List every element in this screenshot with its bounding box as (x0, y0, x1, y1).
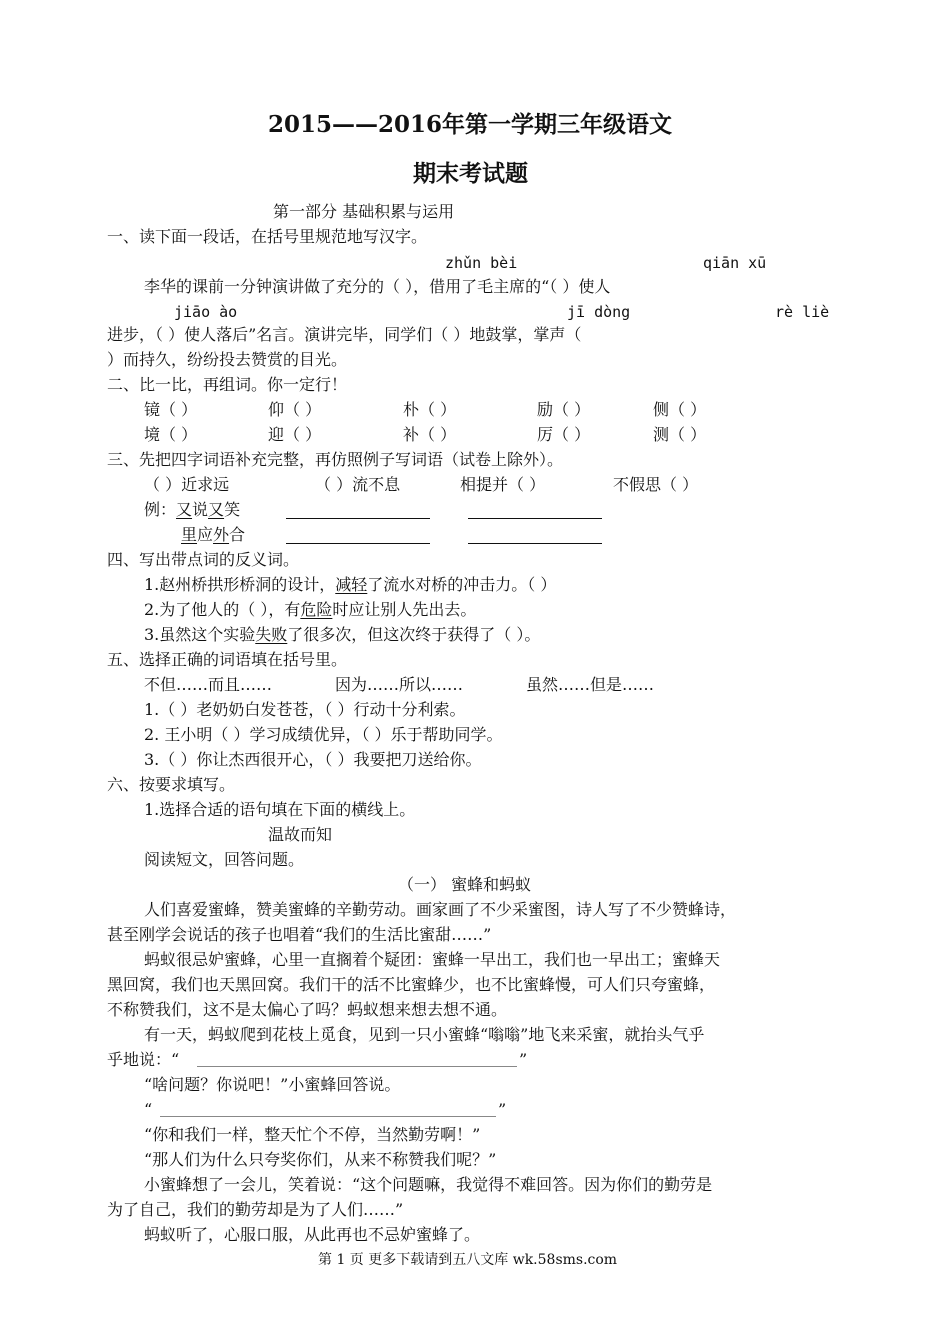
answer-blank[interactable] (468, 518, 602, 519)
q4-sentence-2 (144, 600, 476, 620)
sentence-text: 了很多次，但这次终于获得了（ ）。 (287, 625, 541, 644)
q2-word: 侧（ ） (653, 400, 707, 419)
example-char: 应 (197, 525, 214, 544)
q4-heading: 四、写出带点词的反义词。 (107, 550, 300, 569)
page-subtitle: 期末考试题 (413, 160, 528, 187)
example-char: 又 (176, 500, 193, 519)
example-char: 笑 (224, 500, 241, 519)
sentence-text: 了流水对桥的冲击力。（ ） (367, 575, 557, 594)
q2-word: 镜（ ） (144, 400, 198, 419)
q4-sentence-3 (144, 625, 540, 645)
q2-word: 励（ ） (537, 400, 591, 419)
q2-word: 迎（ ） (268, 425, 322, 444)
example-char: 说 (192, 500, 209, 519)
dotted-word: 失败 (255, 625, 288, 644)
dotted-word: 危险 (300, 600, 333, 619)
pinyin-zhunbei: zhǔn bèi (445, 254, 518, 272)
passage-line-start: 乎地说：“ (107, 1050, 180, 1069)
q5-sentence-3: 3.（ ）你让杰西很开心，（ ）我要把刀送给你。 (144, 750, 482, 769)
q5-option: 虽然……但是…… (526, 675, 655, 694)
answer-blank[interactable] (468, 543, 602, 544)
q6-sub1: 1.选择合适的语句填在下面的横线上。 (144, 800, 416, 819)
q2-word: 厉（ ） (537, 425, 591, 444)
pinyin-jiaoao: jiāo ào (174, 303, 238, 321)
sentence-text: 3.虽然这个实验 (144, 625, 256, 644)
pinyin-jidong: jī dòng (567, 303, 631, 321)
q5-option: 因为……所以…… (335, 675, 464, 694)
q3-item: （ ）流不息 (315, 475, 401, 494)
q5-option: 不但……而且…… (144, 675, 273, 694)
example-char: 里 (181, 525, 198, 544)
passage-line: “啥问题？你说吧！”小蜜蜂回答说。 (144, 1075, 401, 1094)
q5-sentence-1: 1.（ ）老奶奶白发苍苍，（ ）行动十分利索。 (144, 700, 466, 719)
passage-line: 不称赞我们，这不是太偏心了吗？蚂蚁想来想去想不通。 (107, 1000, 508, 1019)
passage-line: 为了自己，我们的勤劳却是为了人们……” (107, 1200, 404, 1219)
passage-title: （一） 蜜蜂和蚂蚁 (398, 875, 532, 894)
q2-word: 朴（ ） (403, 400, 457, 419)
passage-line-end: ” (498, 1100, 507, 1119)
example-char: 合 (229, 525, 246, 544)
passage-line-start: “ (144, 1100, 153, 1119)
q5-sentence-2: 2. 王小明（ ）学习成绩优异，（ ）乐于帮助同学。 (144, 725, 503, 744)
passage-line-end: ” (519, 1050, 528, 1069)
page-footer: 第 1 页 更多下载请到五八文库 wk.58sms.com (318, 1252, 618, 1268)
pinyin-qianxu: qiān xū (703, 254, 767, 272)
q3-item: 相提并（ ） (460, 475, 546, 494)
q3-item: （ ）近求远 (144, 475, 230, 494)
part-title: 第一部分 基础积累与运用 (273, 202, 455, 221)
sentence-text: 1.赵州桥拱形桥洞的设计， (144, 575, 336, 594)
answer-blank[interactable] (286, 518, 430, 519)
example-char: 外 (213, 525, 230, 544)
q4-sentence-1 (144, 575, 556, 595)
example-row-2 (181, 525, 245, 545)
passage-line: 人们喜爱蜜蜂，赞美蜜蜂的辛勤劳动。画家画了不少采蜜图，诗人写了不少赞蜂诗， (144, 900, 737, 919)
answer-blank[interactable] (160, 1116, 496, 1117)
q5-heading: 五、选择正确的词语填在括号里。 (107, 650, 348, 669)
q1-line1: 李华的课前一分钟演讲做了充分的（ ），借用了毛主席的“（ ）使人 (144, 277, 611, 296)
example-char: 又 (208, 500, 225, 519)
passage-line: “你和我们一样，整天忙个不停，当然勤劳啊！” (144, 1125, 481, 1144)
example-label: 例： (144, 500, 177, 519)
q1-line3: ）而持久，纷纷投去赞赏的目光。 (107, 350, 348, 369)
q2-word: 仰（ ） (268, 400, 322, 419)
page-title: 2015——2016年第一学期三年级语文 (268, 111, 673, 138)
answer-blank[interactable] (286, 543, 430, 544)
passage-line: 黑回窝，我们也天黑回窝。我们干的活不比蜜蜂少，也不比蜜蜂慢，可人们只夸蜜蜂， (107, 975, 716, 994)
q1-line2: 进步，（ ）使人落后”名言。演讲完毕，同学们（ ）地鼓掌，掌声（ (107, 325, 582, 344)
dotted-word: 减轻 (335, 575, 368, 594)
passage-line: 甚至刚学会说话的孩子也唱着“我们的生活比蜜甜……” (107, 925, 492, 944)
pinyin-relie: rè liè (775, 303, 830, 321)
passage-line: 蚂蚁很忌妒蜜蜂，心里一直搁着个疑团：蜜蜂一早出工，我们也一早出工；蜜蜂天 (144, 950, 721, 969)
q3-item: 不假思（ ） (613, 475, 699, 494)
q6-heading: 六、按要求填写。 (107, 775, 236, 794)
q1-heading: 一、读下面一段话，在括号里规范地写汉字。 (107, 227, 428, 246)
q2-word: 境（ ） (144, 425, 198, 444)
q3-heading: 三、先把四字词语补充完整，再仿照例子写词语（试卷上除外）。 (107, 450, 564, 469)
reading-instruction: 阅读短文，回答问题。 (144, 850, 305, 869)
sentence-text: 2.为了他人的（ ），有 (144, 600, 301, 619)
passage-line: 蚂蚁听了，心服口服，从此再也不忌妒蜜蜂了。 (144, 1225, 481, 1244)
answer-blank[interactable] (197, 1066, 517, 1067)
idiom: 温故而知 (268, 825, 333, 844)
passage-line: 有一天，蚂蚁爬到花枝上觅食，见到一只小蜜蜂“嗡嗡”地飞来采蜜，就抬头气乎 (144, 1025, 705, 1044)
passage-line: “那人们为什么只夸奖你们，从来不称赞我们呢？” (144, 1150, 497, 1169)
sentence-text: 时应让别人先出去。 (332, 600, 477, 619)
q2-heading: 二、比一比，再组词。你一定行！ (107, 375, 348, 394)
q2-word: 补（ ） (403, 425, 457, 444)
example-row-1 (144, 500, 240, 520)
passage-line: 小蜜蜂想了一会儿，笑着说：“这个问题嘛，我觉得不难回答。因为你们的勤劳是 (144, 1175, 713, 1194)
q2-word: 测（ ） (653, 425, 707, 444)
